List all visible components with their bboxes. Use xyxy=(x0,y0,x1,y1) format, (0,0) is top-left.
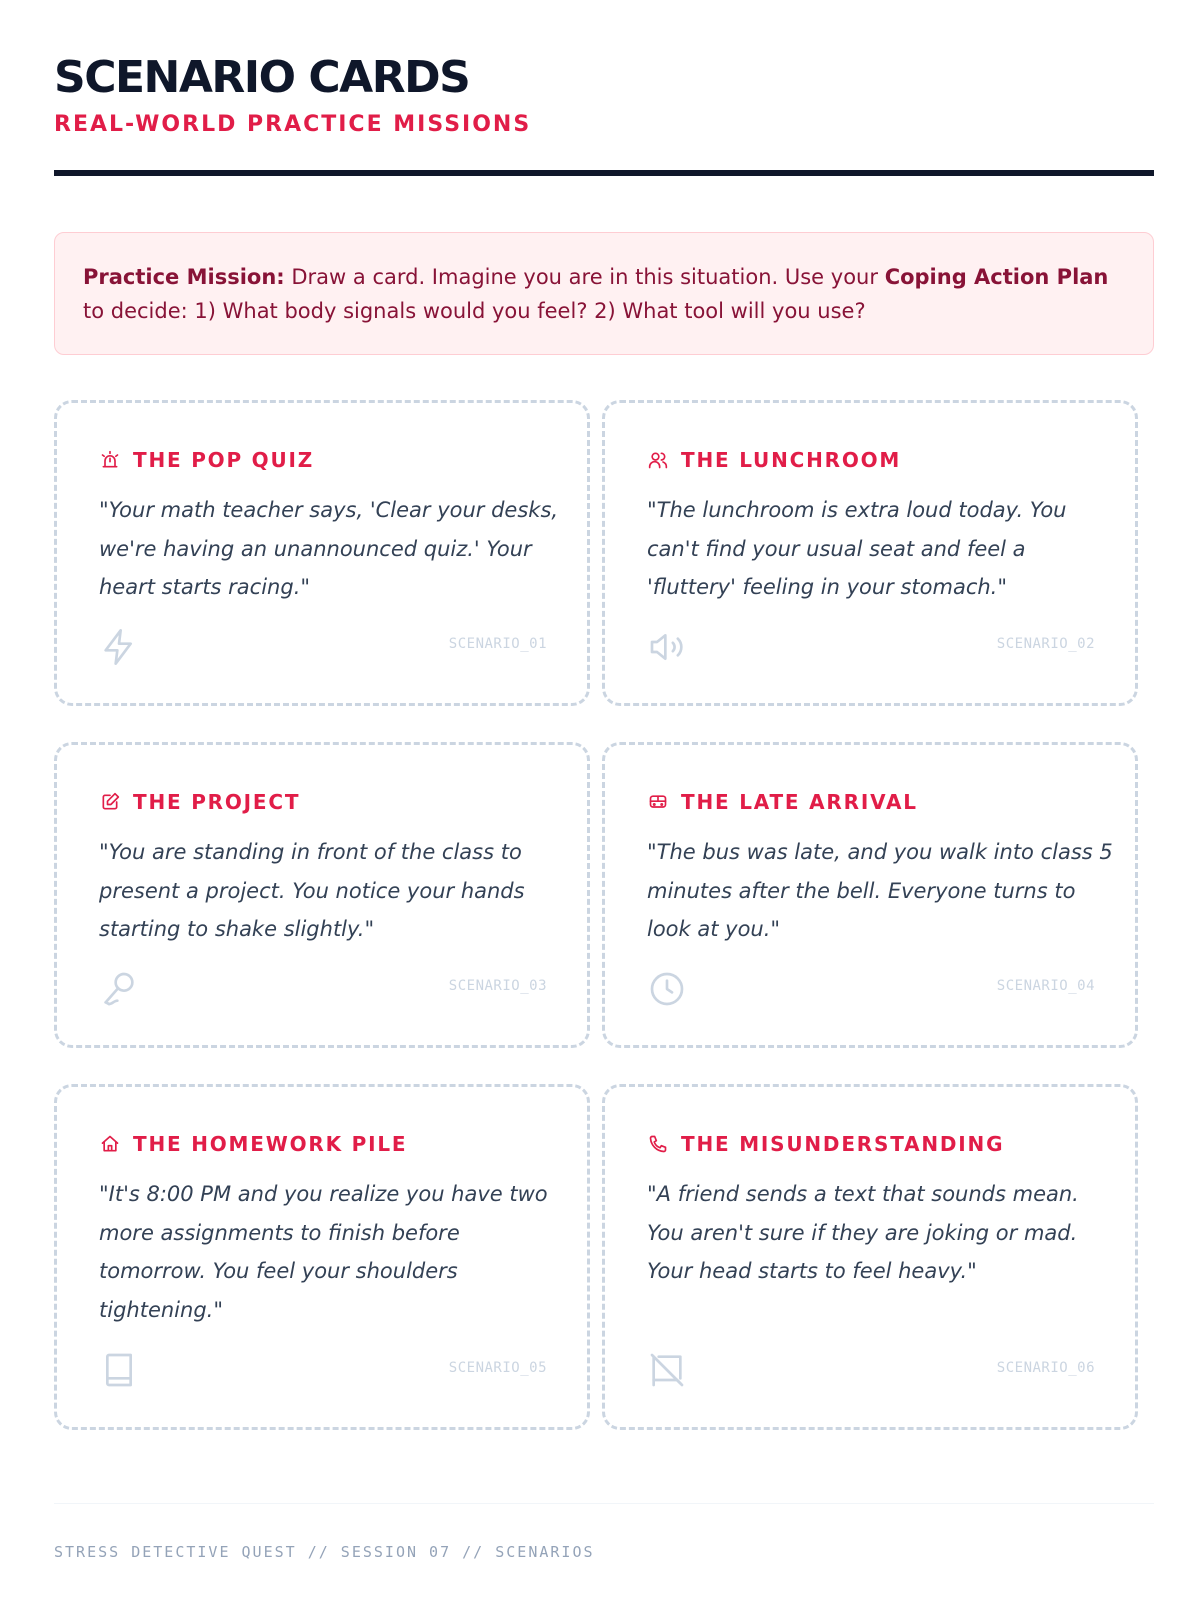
card-header xyxy=(647,1129,1004,1159)
home-icon xyxy=(99,1133,121,1155)
card-header xyxy=(99,445,314,475)
scenario-code: SCENARIO_01 xyxy=(448,636,547,652)
scenario-card-misunderstanding[interactable] xyxy=(602,1084,1138,1430)
card-header xyxy=(99,1129,407,1159)
page-title: SCENARIO CARDS xyxy=(54,52,470,103)
lightning-icon xyxy=(99,627,139,667)
scenario-code: SCENARIO_03 xyxy=(448,978,547,994)
mission-callout xyxy=(54,232,1154,355)
message-off-icon xyxy=(647,1350,687,1390)
scenario-card-project[interactable] xyxy=(54,742,590,1048)
scenario-code: SCENARIO_04 xyxy=(996,978,1095,994)
alarm-icon xyxy=(99,449,121,471)
card-title: THE LUNCHROOM xyxy=(681,448,902,472)
card-title: THE LATE ARRIVAL xyxy=(681,790,918,814)
scenario-code: SCENARIO_06 xyxy=(996,1360,1095,1376)
header-divider xyxy=(54,170,1154,176)
card-header xyxy=(647,787,918,817)
mission-plan-name: Coping Action Plan xyxy=(884,265,1109,289)
card-quote: "Your math teacher says, 'Clear your desks, we're having an unannounced quiz.' Your heart starts racing." xyxy=(99,498,559,599)
scenario-card-lunchroom[interactable] xyxy=(602,400,1138,706)
mission-text-before: Draw a card. Imagine you are in this situation. Use your xyxy=(291,265,878,289)
book-icon xyxy=(99,1350,139,1390)
clock-icon xyxy=(647,969,687,1009)
card-header xyxy=(647,445,901,475)
scenario-card-late-arrival[interactable] xyxy=(602,742,1138,1048)
card-quote: "You are standing in front of the class to present a project. You notice your hands starting to shake slightly." xyxy=(99,840,525,941)
scenario-code: SCENARIO_02 xyxy=(996,636,1095,652)
bus-icon xyxy=(647,791,669,813)
mission-text-after: to decide: 1) What body signals would you feel? 2) What tool will you use? xyxy=(83,299,866,323)
card-quote: "It's 8:00 PM and you realize you have two more assignments to finish before tomorrow. You feel your shoulders tightening." xyxy=(99,1182,548,1322)
header xyxy=(54,52,1154,138)
page xyxy=(54,0,1154,1600)
card-title: THE PROJECT xyxy=(133,790,301,814)
microphone-icon xyxy=(99,969,139,1009)
footer-divider xyxy=(54,1503,1154,1504)
footer-text: STRESS DETECTIVE QUEST // SESSION 07 // SCENARIOS xyxy=(54,1543,595,1561)
mission-label: Practice Mission: xyxy=(83,265,285,289)
card-quote: "The bus was late, and you walk into class 5 minutes after the bell. Everyone turns to look at you." xyxy=(647,840,1113,941)
card-title: THE HOMEWORK PILE xyxy=(133,1132,408,1156)
edit-icon xyxy=(99,791,121,813)
speaker-icon xyxy=(647,627,687,667)
card-quote: "A friend sends a text that sounds mean. You aren't sure if they are joking or mad. Your head starts to feel heavy." xyxy=(647,1182,1079,1283)
phone-icon xyxy=(647,1133,669,1155)
card-title: THE MISUNDERSTANDING xyxy=(681,1132,1005,1156)
scenario-card-pop-quiz[interactable] xyxy=(54,400,590,706)
card-quote: "The lunchroom is extra loud today. You can't find your usual seat and feel a 'fluttery' feeling in your stomach." xyxy=(647,498,1067,599)
card-title: THE POP QUIZ xyxy=(133,448,315,472)
page-subtitle: REAL-WORLD PRACTICE MISSIONS xyxy=(54,112,532,137)
scenario-card-homework-pile[interactable] xyxy=(54,1084,590,1430)
users-icon xyxy=(647,449,669,471)
card-header xyxy=(99,787,300,817)
scenario-code: SCENARIO_05 xyxy=(448,1360,547,1376)
